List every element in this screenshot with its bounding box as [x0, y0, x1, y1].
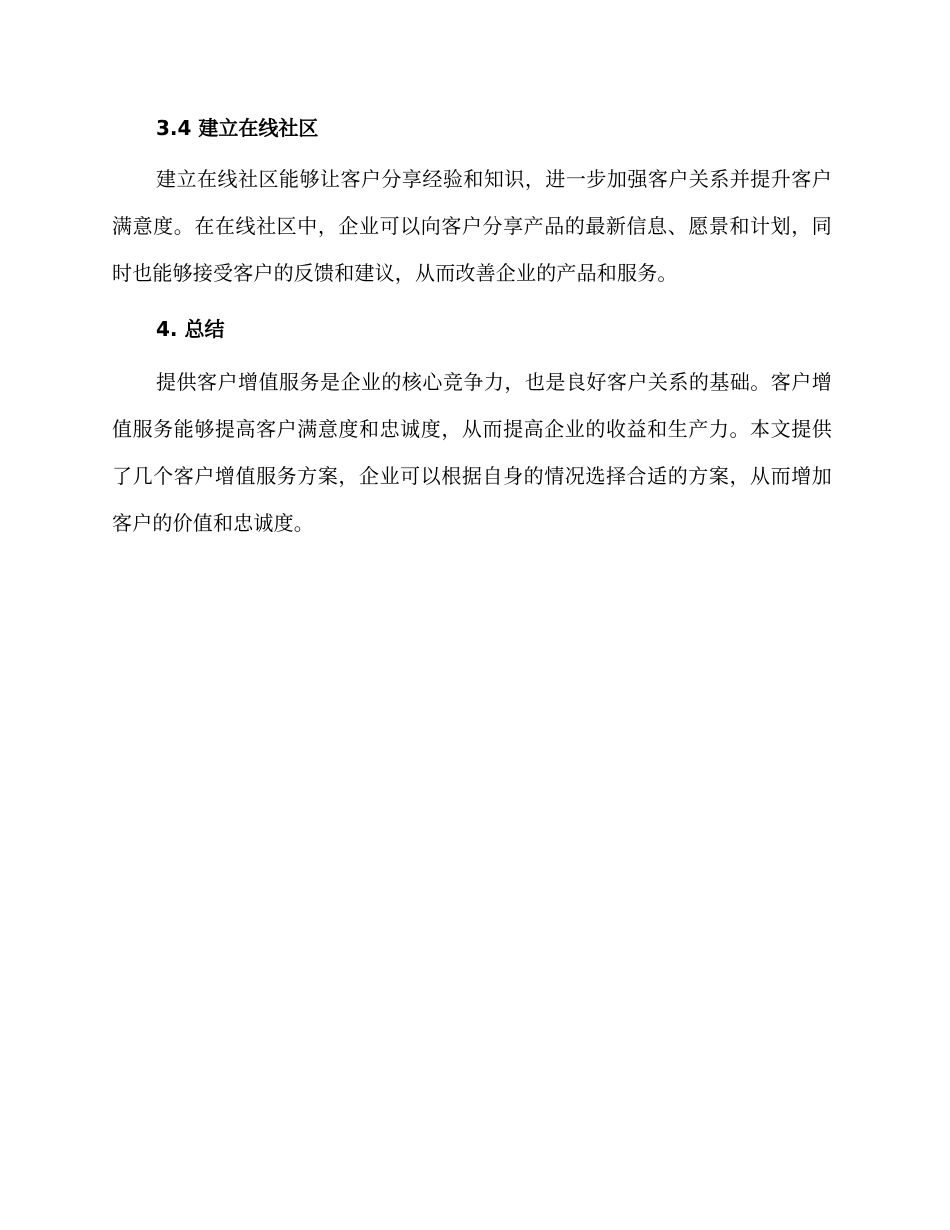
section-paragraph-3-4: 建立在线社区能够让客户分享经验和知识，进一步加强客户关系并提升客户满意度。在在线社区中，企业可以向客户分享产品的最新信息、愿景和计划，同时也能够接受客户的反馈和建议，从而改善企业的产品和服务。 [112, 167, 832, 285]
section-heading-3-4: 3.4 建立在线社区 [156, 116, 319, 140]
section-heading-4: 4. 总结 [156, 317, 225, 341]
document-content [112, 112, 832, 547]
section-paragraph-4: 提供客户增值服务是企业的核心竞争力，也是良好客户关系的基础。客户增值服务能够提高客户满意度和忠诚度，从而提高企业的收益和生产力。本文提供了几个客户增值服务方案，企业可以根据自身的情况选择合适的方案，从而增加客户的价值和忠诚度。 [112, 370, 832, 535]
